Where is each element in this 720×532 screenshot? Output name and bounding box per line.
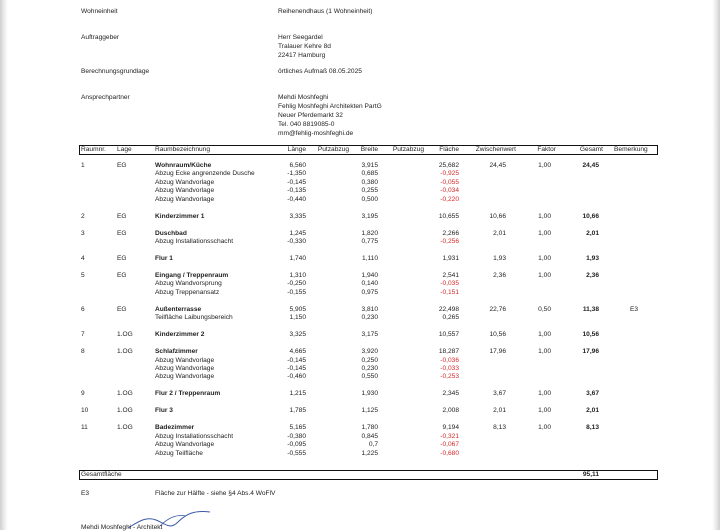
room-gesamt: 1,93 (586, 255, 599, 262)
room-flaeche: 2,008 (442, 407, 459, 415)
room-faktor: 1,00 (538, 407, 551, 415)
room-lage: EG (117, 162, 127, 169)
room-laenge: 4,665 (289, 348, 306, 356)
room-name: Eingang / Treppenraum (155, 272, 229, 279)
sub-name: Abzug Teilfläche (155, 449, 203, 457)
room-faktor: 1,00 (538, 331, 551, 339)
room-number: 4 (81, 255, 85, 262)
room-zwischenwert: 24,45 (489, 162, 506, 169)
room-name: Schlafzimmer (155, 348, 198, 356)
auftraggeber-line-1: Herr Seegardel (278, 34, 323, 41)
sub-breite: 0,140 (361, 280, 378, 288)
room-gesamt: 11,38 (582, 305, 599, 313)
sub-flaeche: 0,265 (442, 314, 459, 322)
room-laenge: 1,215 (289, 390, 306, 398)
sub-breite: 0,250 (361, 356, 378, 364)
room-gesamt: 24,45 (582, 162, 599, 169)
room-zwischenwert: 2,01 (493, 407, 506, 415)
room-laenge: 6,560 (289, 162, 306, 169)
room-lage: EG (117, 212, 127, 220)
room-flaeche: 10,655 (438, 212, 459, 220)
room-zwischenwert: 10,56 (489, 331, 506, 339)
room-lage: EG (117, 255, 127, 262)
room-number: 6 (81, 305, 85, 313)
sub-breite: 0,230 (361, 314, 378, 322)
header-zwischenwert: Zwischenwert (475, 146, 516, 153)
sub-laenge: -0,145 (287, 365, 306, 372)
sub-flaeche: -0,321 (440, 432, 459, 440)
room-laenge: 1,785 (289, 407, 306, 415)
room-flaeche: 9,194 (442, 424, 459, 432)
room-faktor: 1,00 (538, 162, 551, 169)
header-flaeche: Fläche (439, 146, 459, 153)
room-breite: 3,920 (361, 348, 378, 356)
sub-breite: 0,845 (361, 432, 378, 440)
room-laenge: 1,245 (289, 229, 306, 237)
header-putzabzug-1: Putzabzug (317, 146, 349, 153)
sub-breite: 0,380 (361, 178, 378, 186)
sub-breite: 0,550 (361, 373, 378, 381)
room-gesamt: 17,96 (582, 348, 599, 356)
sub-name: Abzug Installationsschacht (155, 238, 234, 245)
sub-name: Abzug Wandvorlage (155, 373, 215, 381)
auftraggeber-line-2: Tralauer Kehre 8d (278, 43, 331, 50)
sub-name: Abzug Wandvorlage (155, 178, 215, 186)
sub-laenge: -0,135 (287, 187, 306, 195)
sub-breite: 0,255 (361, 187, 378, 195)
room-flaeche: 10,557 (438, 331, 459, 339)
note-code: E3 (81, 490, 90, 497)
room-name: Außenterrasse (155, 305, 202, 313)
room-faktor: 1,00 (538, 212, 551, 220)
sub-laenge: -0,330 (287, 238, 306, 245)
room-breite: 1,930 (361, 390, 378, 398)
ansprech-line-2: Fehlig Moshfeghi Architekten PartG (278, 103, 382, 110)
sub-flaeche: -0,256 (440, 238, 459, 245)
room-laenge: 5,165 (289, 424, 306, 432)
room-zwischenwert: 2,01 (493, 229, 506, 237)
room-lage: 1.OG (117, 348, 133, 356)
room-zwischenwert: 17,96 (489, 348, 506, 356)
sub-breite: 1,225 (361, 449, 378, 457)
sub-laenge: -0,440 (287, 195, 306, 203)
room-faktor: 1,00 (538, 390, 551, 398)
header-bemerkung: Bemerkung (614, 146, 648, 153)
room-breite: 3,810 (361, 305, 378, 313)
room-flaeche: 22,498 (438, 305, 459, 313)
room-lage: EG (117, 272, 127, 279)
sub-name: Abzug Ecke angrenzende Dusche (155, 170, 255, 178)
room-zwischenwert: 1,93 (493, 255, 506, 262)
room-number: 11 (81, 424, 88, 432)
sub-laenge: -0,145 (287, 356, 306, 364)
room-number: 10 (81, 407, 89, 415)
header-putzabzug-2: Putzabzug (392, 146, 424, 153)
sub-flaeche: -0,034 (440, 187, 459, 195)
room-zwischenwert: 8,13 (493, 424, 506, 432)
ansprech-line-5: mm@fehlig-moshfeghi.de (278, 130, 354, 137)
sub-name: Abzug Wandvorlage (155, 356, 215, 364)
room-lage: 1.OG (117, 407, 133, 415)
room-name: Badezimmer (155, 424, 195, 432)
sub-flaeche: -0,220 (440, 195, 459, 203)
header-lage: Lage (117, 146, 132, 153)
total-label: Gesamtfläche (81, 471, 122, 478)
room-gesamt: 3,67 (586, 390, 599, 398)
room-flaeche: 2,345 (442, 390, 459, 398)
room-faktor: 1,00 (538, 424, 551, 432)
header-breite: Breite (360, 146, 378, 153)
room-zwischenwert: 22,76 (489, 305, 506, 313)
ansprech-line-4: Tel. 040 8819085-0 (278, 121, 335, 128)
room-faktor: 1,00 (538, 348, 551, 356)
sub-laenge: -0,555 (287, 449, 306, 457)
room-bemerkung: E3 (630, 305, 639, 313)
sub-flaeche: -0,035 (440, 280, 459, 288)
room-breite: 3,195 (361, 212, 378, 220)
room-breite: 1,820 (361, 229, 378, 237)
room-breite: 3,915 (361, 162, 378, 169)
room-gesamt: 10,56 (582, 331, 599, 339)
ansprech-line-3: Neuer Pferdemarkt 32 (278, 112, 343, 119)
sub-laenge: -0,380 (287, 432, 306, 440)
room-name: Kinderzimmer 2 (155, 331, 205, 339)
room-gesamt: 8,13 (586, 424, 599, 432)
sub-flaeche: -0,925 (440, 170, 459, 178)
sub-flaeche: -0,253 (440, 373, 459, 381)
sub-flaeche: -0,680 (440, 449, 459, 457)
room-flaeche: 1,931 (442, 255, 459, 262)
room-laenge: 3,325 (289, 331, 306, 339)
ansprech-line-1: Mehdi Moshfeghi (278, 94, 329, 101)
room-faktor: 1,00 (538, 229, 551, 237)
header-raumnr: Raumnr. (81, 146, 106, 153)
sub-flaeche: -0,055 (440, 178, 459, 186)
note-text: Fläche zur Hälfte - siehe §4 Abs.4 WoFlV (155, 490, 276, 497)
sub-flaeche: -0,033 (440, 365, 459, 372)
sub-name: Abzug Wandvorsprung (155, 280, 222, 288)
room-name: Duschbad (155, 229, 187, 237)
sub-breite: 0,500 (361, 195, 378, 203)
auftraggeber-label: Auftraggeber (81, 34, 120, 41)
room-breite: 3,175 (361, 331, 378, 339)
room-gesamt: 2,01 (586, 407, 599, 415)
room-flaeche: 2,541 (442, 272, 459, 279)
room-lage: EG (117, 305, 127, 313)
room-lage: 1.OG (117, 424, 133, 432)
room-flaeche: 25,682 (438, 162, 459, 169)
sub-laenge: -1,350 (287, 170, 306, 178)
room-zwischenwert: 2,36 (493, 272, 506, 279)
room-number: 7 (81, 331, 85, 339)
room-number: 2 (81, 212, 85, 220)
auftraggeber-line-3: 22417 Hamburg (278, 52, 326, 59)
total-value: 95,11 (582, 471, 599, 478)
wohneinheit-label: Wohneinheit (81, 8, 118, 15)
sub-breite: 0,685 (361, 170, 378, 178)
sub-breite: 0,775 (361, 238, 378, 245)
wohneinheit-value: Reihenendhaus (1 Wohneinheit) (278, 8, 373, 15)
header-laenge: Länge (287, 146, 306, 153)
room-laenge: 3,335 (289, 212, 306, 220)
room-number: 5 (81, 272, 85, 279)
room-number: 9 (81, 390, 85, 398)
room-laenge: 1,310 (289, 272, 306, 279)
sub-name: Abzug Wandvorlage (155, 195, 215, 203)
sub-flaeche: -0,151 (440, 288, 459, 296)
room-zwischenwert: 3,67 (493, 390, 506, 398)
room-breite: 1,780 (361, 424, 378, 432)
room-gesamt: 2,01 (586, 229, 599, 237)
sub-name: Abzug Wandvorlage (155, 441, 215, 449)
sub-name: Abzug Installationsschacht (155, 432, 234, 440)
room-name: Flur 1 (155, 255, 173, 262)
sub-breite: 0,975 (361, 288, 378, 296)
sub-name: Abzug Treppenansatz (155, 288, 220, 296)
room-number: 1 (81, 162, 85, 169)
room-name: Flur 2 / Treppenraum (155, 390, 221, 398)
room-laenge: 1,740 (289, 255, 306, 262)
sub-laenge: 1,150 (289, 314, 306, 322)
sub-breite: 0,230 (361, 365, 378, 372)
room-breite: 1,125 (361, 407, 378, 415)
sub-flaeche: -0,036 (440, 356, 459, 364)
sub-flaeche: -0,067 (440, 441, 459, 449)
room-gesamt: 10,66 (582, 212, 599, 220)
ansprech-label: Ansprechpartner (81, 94, 130, 101)
sub-laenge: -0,250 (287, 280, 306, 288)
room-gesamt: 2,36 (586, 272, 599, 279)
sub-laenge: -0,095 (287, 441, 306, 449)
grundlage-label: Berechnungsgrundlage (81, 68, 150, 75)
room-lage: 1.OG (117, 331, 133, 339)
room-breite: 1,110 (361, 255, 378, 262)
sub-name: Abzug Wandvorlage (155, 187, 215, 195)
sub-laenge: -0,460 (287, 373, 306, 381)
room-flaeche: 2,266 (442, 229, 459, 237)
room-number: 8 (81, 348, 85, 356)
sub-breite: 0,7 (368, 441, 378, 449)
sub-name: Abzug Wandvorlage (155, 365, 215, 372)
page-edge-right (712, 0, 720, 530)
header-gesamt: Gesamt (579, 146, 603, 153)
room-faktor: 0,50 (538, 305, 551, 313)
grundlage-value: örtliches Aufmaß 08.05.2025 (278, 68, 362, 75)
header-raumbezeichnung: Raumbezeichnung (155, 146, 210, 153)
room-breite: 1,940 (361, 272, 378, 279)
room-name: Flur 3 (155, 407, 173, 415)
room-name: Kinderzimmer 1 (155, 212, 205, 220)
sub-laenge: -0,145 (287, 178, 306, 186)
header-faktor: Faktor (537, 146, 556, 153)
room-laenge: 5,905 (289, 305, 306, 313)
room-faktor: 1,00 (538, 255, 551, 262)
room-name: Wohnraum/Küche (155, 162, 212, 169)
room-lage: 1.OG (117, 390, 133, 398)
room-flaeche: 18,287 (438, 348, 459, 356)
room-lage: EG (117, 229, 127, 237)
room-number: 3 (81, 229, 85, 237)
sub-name: Teilfläche Laibungsbereich (155, 314, 233, 322)
signature-text: Mehdi Moshfeghi - Architekt (81, 524, 163, 531)
room-zwischenwert: 10,66 (489, 212, 506, 220)
page-edge-left (0, 0, 8, 530)
sub-laenge: -0,155 (287, 288, 306, 296)
room-faktor: 1,00 (538, 272, 551, 279)
